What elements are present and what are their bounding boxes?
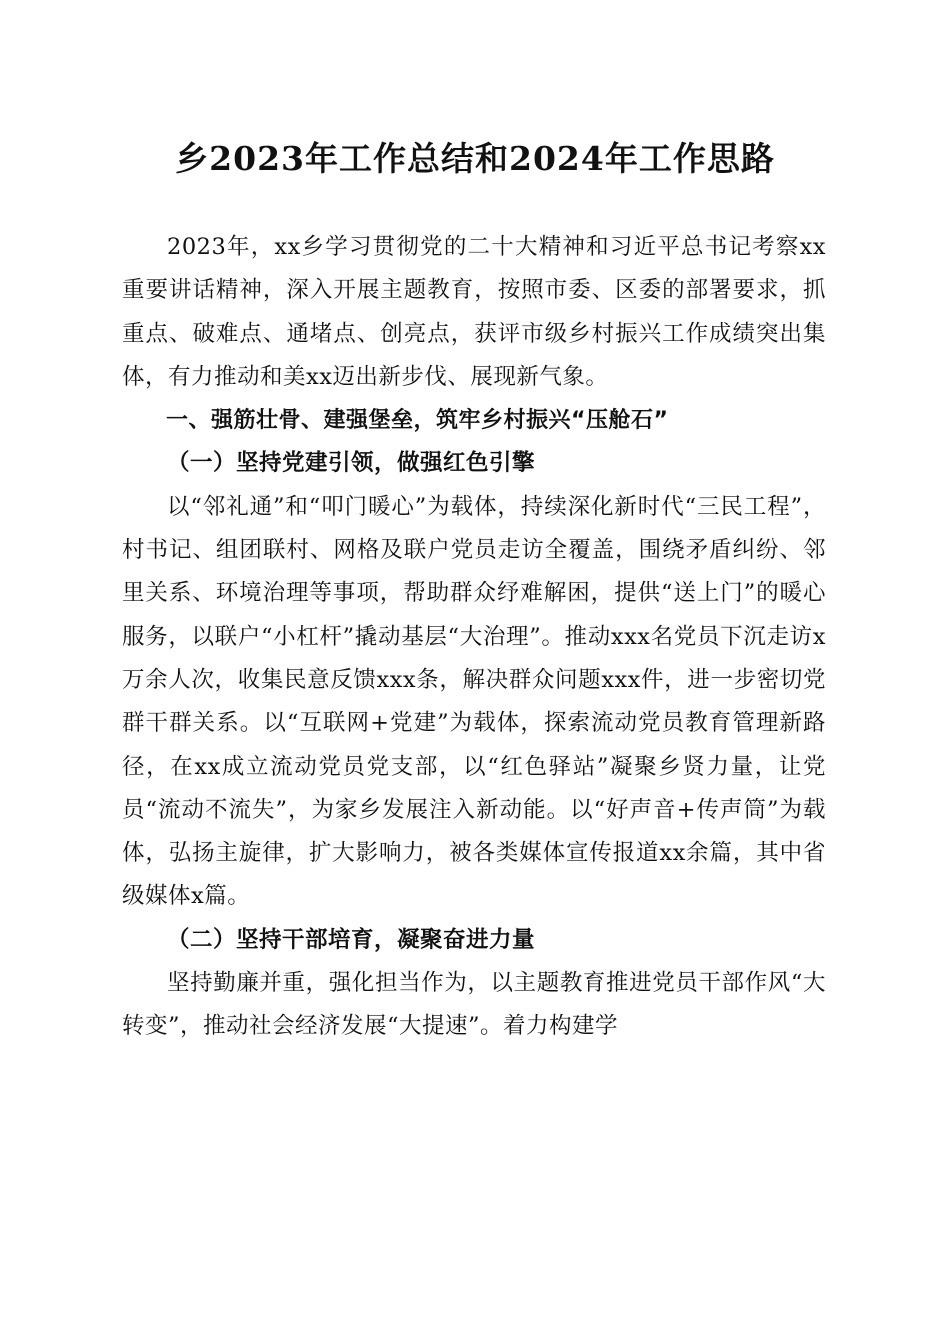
intro-paragraph: 2023年，xx乡学习贯彻党的二十大精神和习近平总书记考察xx重要讲话精神，深入开展主题教育，按照市委、区委的部署要求，抓重点、破难点、通堵点、创亮点，获评市级乡村振兴工作成绩突出集体，有力推动和美xx迈出新步伐、展现新气象。: [122, 234, 826, 390]
document-title: 乡2023年工作总结和2024年工作思路: [175, 139, 775, 178]
subsection-2-paragraph: 坚持勤廉并重，强化担当作为，以主题教育推进党员干部作风“大转变”，推动社会经济发展“大提速”。着力构建学: [122, 970, 826, 1040]
section-1-heading: 一、强筋壮骨、建强堡垒，筑牢乡村振兴“压舱石”: [166, 408, 669, 434]
document-body: [122, 226, 826, 1049]
subsection-1-heading: （一）坚持党建引领，做强红色引擎: [167, 450, 536, 477]
subsection-2-heading: （二）坚持干部培育，凝聚奋进力量: [167, 926, 536, 953]
subsection-1-paragraph: 以“邻礼通”和“叩门暖心”为载体，持续深化新时代“三民工程”，村书记、组团联村、网格及联户党员走访全覆盖，围绕矛盾纠纷、邻里关系、环境治理等事项，帮助群众纾难解困，提供“送上门”的暖心服务，以联户“小杠杆”撬动基层“大治理”。推动xxx名党员下沉走访x万余人次，收集民意反馈xxx条，解决群众问题xxx件，进一步密切党群干群关系。以“互联网+党建”为载体，探索流动党员教育管理新路径，在xx成立流动党员党支部，以“红色驿站”凝聚乡贤力量，让党员“流动不流失”，为家乡发展注入新动能。以“好声音+传声筒”为载体，弘扬主旋律，扩大影响力，被各类媒体宣传报道xx余篇，其中省级媒体x篇。: [122, 493, 826, 910]
